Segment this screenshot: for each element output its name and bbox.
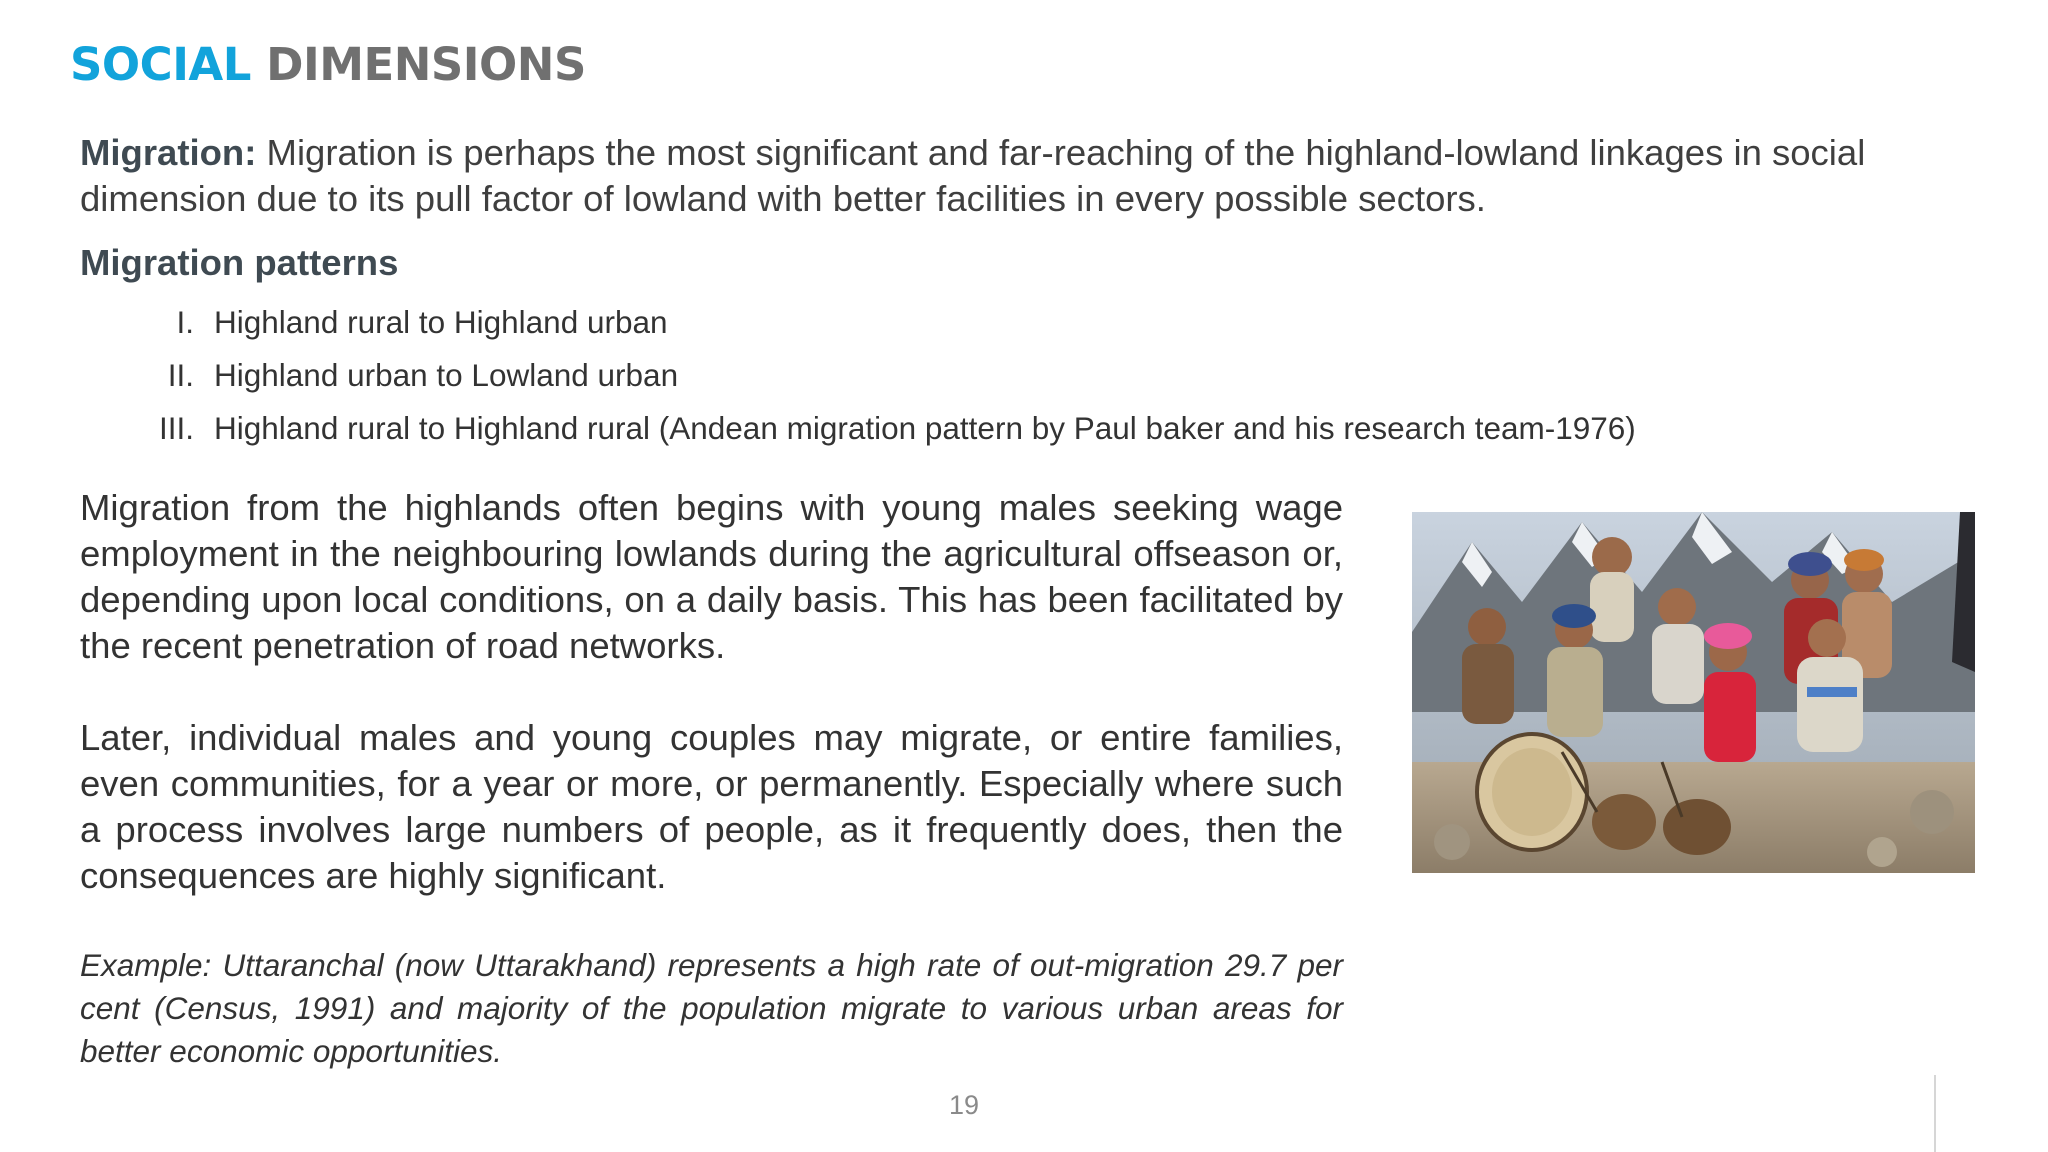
decorative-divider (1934, 1075, 1936, 1152)
pattern-text: Highland rural to Highland urban (214, 304, 668, 340)
title-rest: DIMENSIONS (266, 38, 586, 91)
body-paragraph-2: Later, individual males and young couples may migrate, or entire families, even communities, for a year or more, or permanently. Especially where such a process involves large numbers of people, as it frequently does, then the consequences are highly significant. (80, 717, 1343, 896)
pattern-number: III. (158, 410, 194, 446)
pattern-text: Highland rural to Highland rural (Andean migration pattern by Paul baker and his research team-1976) (214, 410, 1636, 446)
patterns-heading: Migration patterns (80, 242, 399, 283)
pattern-number: II. (167, 357, 194, 393)
pattern-text: Highland urban to Lowland urban (214, 357, 679, 393)
intro-lead: Migration: (80, 132, 257, 173)
slide-title (70, 38, 586, 91)
intro-text: Migration is perhaps the most significant and far-reaching of the highland-lowland linkages in social dimension due to its pull factor of lowland with better facilities in every possible sectors. (80, 132, 1866, 219)
highland-musicians-photo (1412, 512, 1975, 873)
body-paragraph-1: Migration from the highlands often begins with young males seeking wage employment in the neighbouring lowlands during the agricultural offseason or, depending upon local conditions, on a daily basis. This has been facilitated by the recent penetration of road networks. (80, 487, 1343, 666)
pattern-item (130, 349, 1636, 402)
example-paragraph: Example: Uttaranchal (now Uttarakhand) represents a high rate of out-migration 29.7 per cent (Census, 1991) and majority of the population migrate to various urban areas for better economic opportunities. (80, 947, 1343, 1069)
pattern-number: I. (176, 304, 194, 340)
title-accent: SOCIAL (70, 38, 251, 91)
pattern-item (130, 402, 1636, 455)
pattern-list (130, 296, 1636, 455)
page-number: 19 (948, 1090, 980, 1120)
pattern-item (130, 296, 1636, 349)
intro-paragraph (80, 130, 1980, 222)
